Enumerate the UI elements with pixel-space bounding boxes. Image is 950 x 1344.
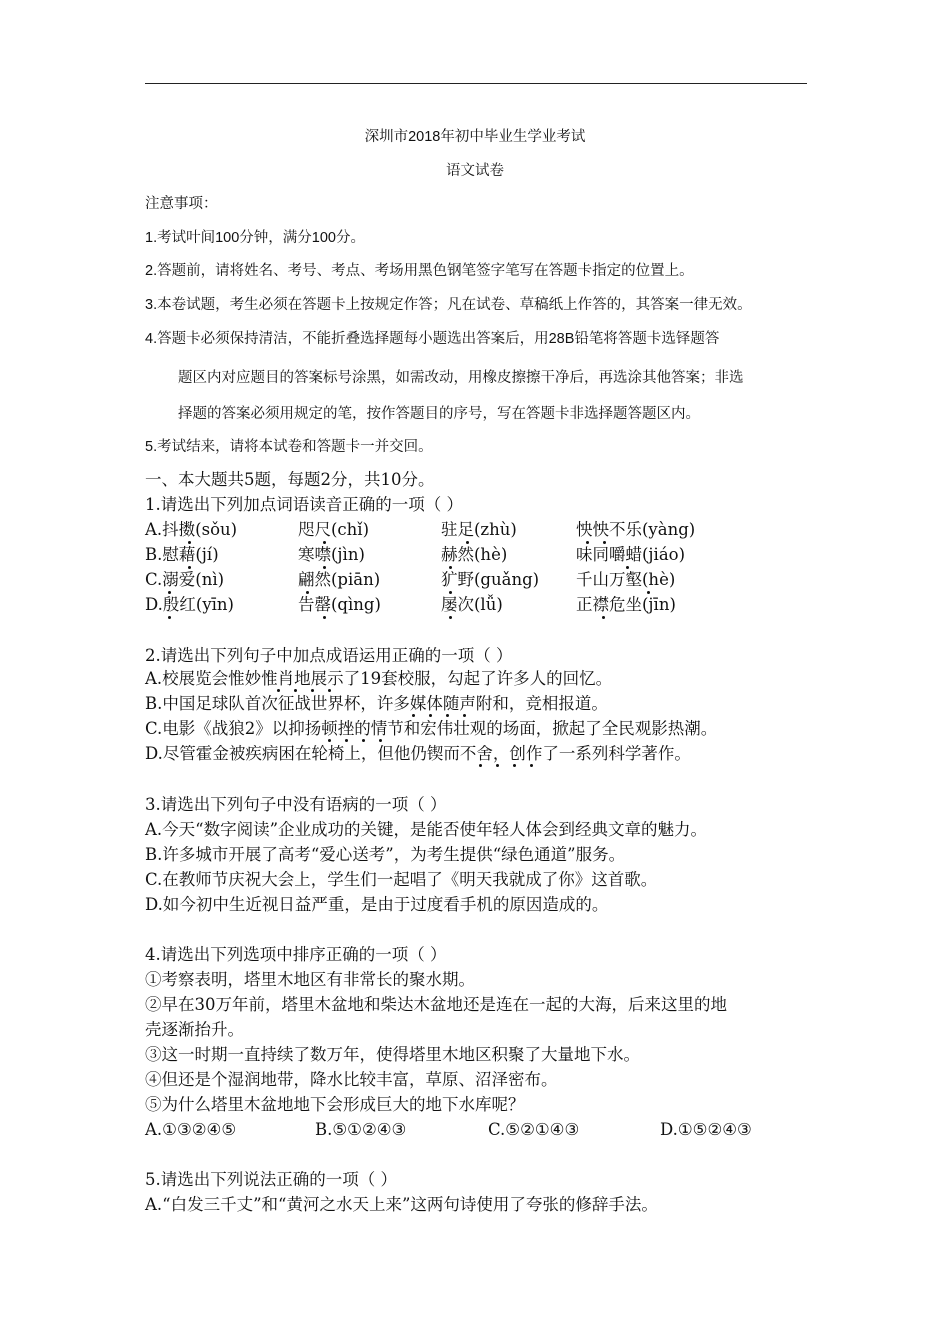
notice-item-continued: 择题的答案必须用规定的笔，按作答题目的序号，写在答题卡非选择题答题区内。	[178, 406, 700, 422]
emphasis-dot	[323, 616, 326, 619]
q1-option-d-2: 告罄(qìng)	[298, 595, 381, 614]
exam-subtitle: 语文试卷	[446, 163, 504, 179]
emphasis-dot	[446, 714, 449, 717]
emphasis-dot	[626, 566, 629, 569]
emphasis-dot	[311, 689, 314, 692]
notice-item: 2.答题前，请将姓名、考号、考点、考场用黑色钢笔签字笔写在答题卡指定的位置上。	[145, 263, 694, 279]
question-4-stem: 4.请选出下列选项中排序正确的一项（ ）	[145, 945, 447, 964]
notice-item: 1.考试叶间100分钟，满分100分。	[145, 230, 365, 246]
emphasis-dot	[647, 591, 650, 594]
emphasis-dot	[479, 764, 482, 767]
q1-option-c-1: C.溺爱(nì)	[145, 570, 225, 589]
emphasis-dot	[328, 689, 331, 692]
q1-option-a-4: 怏怏不乐(yàng)	[576, 520, 696, 539]
q1-option-a-2: 咫尺(chǐ)	[298, 520, 370, 539]
q1-option-a-3: 驻足(zhù)	[441, 520, 517, 539]
q4-option-a: A.①③②④⑤	[145, 1120, 237, 1139]
q4-sentence: ③这一时期一直持续了数万年，使得塔里木地区积聚了大量地下水。	[145, 1045, 640, 1064]
notice-item-continued: 题区内对应题目的答案标号涂黑，如需改动，用橡皮擦擦干净后，再选涂其他答案；非选	[178, 370, 744, 386]
exam-title: 深圳市2018年初中毕业生学业考试	[364, 129, 586, 145]
emphasis-dot	[602, 616, 605, 619]
section-heading: 一、本大题共5题，每题2分，共10分。	[145, 470, 435, 489]
emphasis-dot	[513, 764, 516, 767]
emphasis-dot	[379, 739, 382, 742]
question-1-stem: 1.请选出下列加点词语读音正确的一项（ ）	[145, 495, 463, 514]
q1-option-d-1: D.殷红(yīn)	[145, 595, 234, 614]
header-rule	[145, 83, 807, 84]
q1-option-c-3: 犷野(guǎng)	[441, 570, 540, 589]
emphasis-dot	[188, 566, 191, 569]
emphasis-dot	[449, 616, 452, 619]
q1-option-b-3: 赫然(hè)	[441, 545, 508, 564]
emphasis-dot	[586, 541, 589, 544]
emphasis-dot	[362, 739, 365, 742]
emphasis-dot	[168, 616, 171, 619]
notice-item: 4.答题卡必须保持清洁，不能折叠选择题每小题选出答案后，用28B铅笔将答题卡选铎题答	[145, 331, 720, 347]
q2-option-a: A.校展览会惟妙惟肖地展示了19套校服，勾起了许多人的回忆。	[145, 669, 613, 688]
q3-option-c: C.在教师节庆祝大会上，学生们一起唱了《明天我就成了你》这首歌。	[145, 870, 658, 889]
q1-option-c-2: 翩然(piān)	[298, 570, 381, 589]
q1-option-b-1: B.慰藉(jí)	[145, 545, 219, 564]
q3-option-d: D.如今初中生近视日益严重，是由于过度看手机的原因造成的。	[145, 895, 609, 914]
q4-option-d: D.①⑤②④③	[660, 1120, 752, 1139]
emphasis-dot	[603, 541, 606, 544]
q3-option-b: B.许多城市开展了高考“爱心送考”，为考生提供“绿色通道”服务。	[145, 845, 626, 864]
emphasis-dot	[277, 689, 280, 692]
q4-sentence: ④但还是个湿润地带，降水比较丰富，草原、沼泽密布。	[145, 1070, 558, 1089]
q4-sentence: ②早在30万年前，塔里木盆地和柴达木盆地还是连在一起的大海，后来这里的地	[145, 995, 727, 1014]
q2-option-c: C.电影《战狼2》以抑扬顿挫的情节和宏伟壮观的场面，掀起了全民观影热潮。	[145, 719, 718, 738]
q1-option-c-4: 千山万壑(hè)	[576, 570, 676, 589]
q1-option-b-2: 寒噤(jìn)	[298, 545, 365, 564]
emphasis-dot	[412, 714, 415, 717]
q1-option-d-3: 屡次(lǚ)	[441, 595, 503, 614]
q4-sentence: ①考察表明，塔里木地区有非常长的聚水期。	[145, 970, 475, 989]
emphasis-dot	[294, 689, 297, 692]
emphasis-dot	[530, 764, 533, 767]
question-2-stem: 2.请选出下列句子中加点成语运用正确的一项（ ）	[145, 646, 513, 665]
q4-option-c: C.⑤②①④③	[488, 1120, 580, 1139]
q1-option-d-4: 正襟危坐(jīn)	[576, 595, 676, 614]
emphasis-dot	[188, 541, 191, 544]
q4-sentence: ⑤为什么塔里木盆地地下会形成巨大的地下水库呢？	[145, 1095, 525, 1114]
q4-sentence-continued: 壳逐渐抬升。	[145, 1020, 244, 1039]
question-5-stem: 5.请选出下列说法正确的一项（ ）	[145, 1170, 397, 1189]
emphasis-dot	[496, 764, 499, 767]
q2-option-d: D.尽管霍金被疾病困在轮椅上，但他仍锲而不舍，创作了一系列科学著作。	[145, 744, 691, 763]
emphasis-dot	[463, 714, 466, 717]
emphasis-dot	[306, 591, 309, 594]
emphasis-dot	[345, 739, 348, 742]
notice-item: 5.考试结来，请将本试卷和答题卡一并交回。	[145, 439, 433, 455]
emphasis-dot	[449, 591, 452, 594]
q3-option-a: A.今天“数字阅读”企业成功的关键，是能否使年轻人体会到经典文章的魅力。	[145, 820, 708, 839]
q1-option-a-1: A.抖擞(sǒu)	[145, 520, 238, 539]
q1-option-b-4: 味同嚼蜡(jiáo)	[576, 545, 686, 564]
notice-item: 3.本卷试题，考生必须在答题卡上按规定作答；凡在试卷、草稿纸上作答的，其答案一律无效。	[145, 297, 752, 313]
emphasis-dot	[466, 541, 469, 544]
q5-option-a: A.“白发三千丈”和“黄河之水天上来”这两句诗使用了夸张的修辞手法。	[145, 1195, 658, 1214]
notice-heading: 注意事项：	[145, 196, 218, 212]
emphasis-dot	[168, 591, 171, 594]
q4-option-b: B.⑤①②④③	[315, 1120, 407, 1139]
emphasis-dot	[323, 541, 326, 544]
emphasis-dot	[323, 566, 326, 569]
emphasis-dot	[328, 739, 331, 742]
emphasis-dot	[429, 714, 432, 717]
question-3-stem: 3.请选出下列句子中没有语病的一项（ ）	[145, 795, 447, 814]
q2-option-b: B.中国足球队首次征战世界杯，许多媒体随声附和，竞相报道。	[145, 694, 608, 713]
emphasis-dot	[449, 566, 452, 569]
